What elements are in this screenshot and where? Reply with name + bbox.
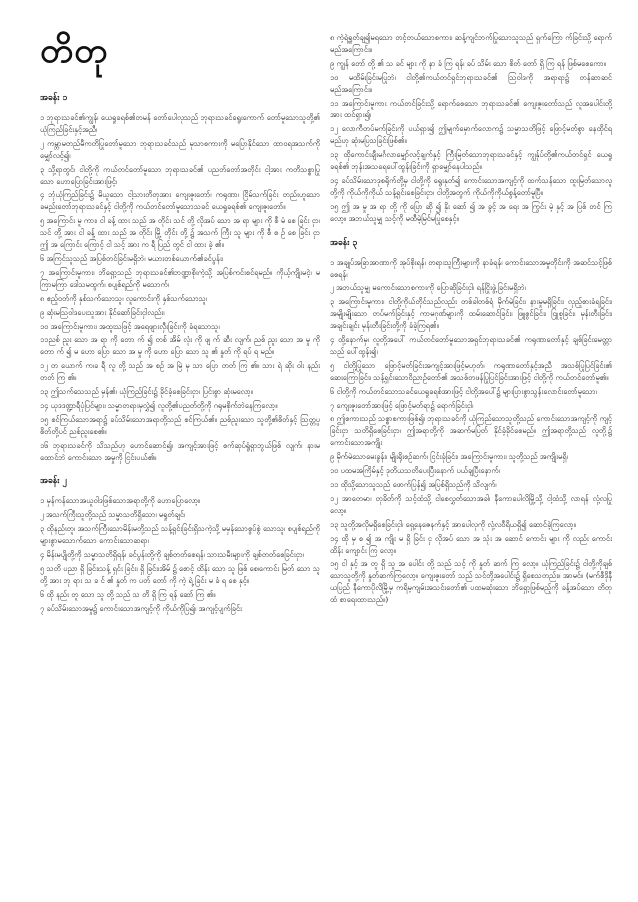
chapter-2-verses-left	[40, 495, 320, 614]
verse: ၁ မှန်ကန်သောအယူဝါဒဖြစ်သောအရာတို့ကို ဟောပြောလော့။	[40, 496, 201, 506]
verse: ၆ အကြင်သူသည် အပြစ်တင်ခြင်းမရှိဘဲ၊ မယားတစ်ယောက်၏ခင်ပွန်း၊	[40, 253, 223, 263]
verse: ၁၆ ဘုရားသခင်ကို သိသည်ဟု ဟောင်ဆောင်၍၊ အကျင့်အားဖြင့် စက်ဆုပ်ရွံရှာဘွယ်ဖြစ် လျက်၊ နားမထောင်ဘဲ ကောင်းသော အမှုကို ငြင်းပယ်၏။	[40, 440, 320, 462]
verse: ၂ အသက်ကြီးသူတို့သည် သမ္မာသတိရှိသော၊ မရှုတ်ချင်၊	[40, 510, 186, 520]
verse: ၁၁ အကြောင်းမူကား ကယ်တင်ခြင်းသို့ ရောက်စေသော ဘုရားသခင်၏ ကျေးဇူးတော်သည် လူအပေါင်းတို့အား ထင်ရှား၍၊	[330, 98, 612, 120]
verse: ၂ ကမ္ဘာမတည်မီကတိပြုတော်မူသော ဘုရားသခင်သည် မုသာစကားကို မပြောနိုင်သော ထာဝရအသက်ကို မျှော်လင့်၍၊	[40, 138, 320, 160]
verse: ၃ ထိုနည်းတူ၊ အသက်ကြီးသောမိန်းမတို့သည် သန့်ရှင်းခြင်းရှိသကဲ့သို့ မမှန်သောစွပ်စွဲ သောသူ၊ စပျစ်ရည်ကို များစွာမသောက်သော ကောင်းသောဆရာ၊	[40, 524, 320, 546]
verse: ၁၂ တ ယောက် က၊ခ ရီ လူ တို့ သည် အ စဉ် အ မြဲ မု သာ ပြော တတ် ကြ ၏။ သား ရဲ ဆိုး ဝါး နည်း တတ် ကြ ၏။	[40, 361, 320, 383]
verse: ၁၄ ထို မှ စ ၍ အ ကျိုး မ ရှိ ခြင်း ငှ လိုအပ် သော အ သုံး အ ဆောင် ကောင်း များ ကို လည်း ကောင်း ထိန်း ကျောင်း ကြ လော့။	[330, 533, 612, 555]
verse: ၁၄ ယုဒဒဏ္ဍာရီပုံပြင်များ၊ သမ္မာတရားမှလွှဲ၍ လူတို့၏ပညတ်တို့ကို ဂရုမစိုက်ဘဲနေကြလော့။	[40, 400, 278, 410]
verse: ၈ ကဲ့ရဲ့ရှုတ်ချ၍မရသော တင့်တယ်သောစကား၊ ဆန့်ကျင်ဘက်ပြုသောသူသည် ရှက်ကြော က်ခြင်းသို့ ရောက်မည်အကြောင်း။	[330, 33, 612, 54]
verse: ၆ ငါတို့ကို ကယ်တင်သောသခင်ယေရှုခရစ်အားဖြင့် ငါတို့အပေါ်၌ များပြားစွာသွန်းလောင်းတော်မူသော၊	[330, 386, 597, 396]
verse: ၁၅ စင်ကြယ်သောအရာ၌ ခပ်သိမ်းသောအရာတို့သည် စင်ကြယ်၏။ ညစ်ညူးသော သူတို့၏စိတ်နှင့် သြတ္တပ္ပစိတ်တို့ပင် ညစ်ညူးစေ၏။	[40, 414, 320, 436]
chapter-2-verses-right	[330, 32, 612, 225]
left-column	[40, 92, 320, 617]
verse: ၁၄ ခပ်သိမ်းသောဒုစရိုက်တို့မှ ငါတို့ကို ရွေးနုတ်၍ ကောင်းသောအကျင့်ကို ထက်သန်သော ထူးမြတ်သောလူတို့ကို ကိုယ်ကိုကိုယ် သန့်ရှင်းစေခြင်းငှာ၊ ငါတို့အတွက် ကိုယ်ကိုကိုယ်စွန့်တော်မူပြီ။	[330, 175, 612, 197]
verse: ၂ အဘယ်သူမျှ မကောင်းသောစကားကို ပြောဆိုခြင်းငှါ၊ ရန်ငြိုးဖွဲ့ခြင်းမရှိဘဲ၊	[330, 283, 526, 293]
verse: ၇ ခပ်သိမ်းသောအမှု၌ ကောင်းသောအကျင့်ကို ကိုယ်ကိုပြ၍၊ အကျင့်ပျက်ခြင်း	[40, 603, 242, 613]
verse: ၃ အကြောင်းမူကား၊ ငါတို့ကိုယ်တိုင်သည်လည်း တစ်ခါတစ်ရံ မိုက်မဲခြင်း၊ နားမှုမရှိခြင်း၊ လှည့်စားခံရခြင်း၊ အမျိုးမျိုးသော တပ်မက်ခြင်းနှင့် ကာမဂုဏ်များကို ထမ်းဆောင်ခြင်း၊ ဖြူစွင်ခြင်း၊ ငြူစူခြင်း၊ မုန်းတီးခြင်း၊ အချင်းချင်း မုန်းတီးခြင်းတို့ကို ခံခဲ့ကြရ၏။	[330, 297, 612, 331]
verse: ၁၃ ထိုကောင်းချီးမင်္ဂလာမျှော်လင့်ချက်နှင့် ကြီးမြတ်သောဘုရားသခင်နှင့် ကျွန်ုပ်တို့၏ကယ်တင်ရှင် ယေရှုခရစ်၏ ဘုန်းအသရေပေါ်ထွန်းခြင်းကို ရှာမျှော်နေပါသည်။	[330, 150, 612, 172]
verse: ၆ ထို နည်း တူ သော သူ တို့ သည် သ တိ ရှိ ကြ ရန် ဆော် ကြ ၏။	[40, 589, 216, 599]
verse: ၁၀ ပထမအကြိမ်နှင့် ဒုတိယသတိပေးပြီးနောက် ပယ်ချပြီးနောက်၊	[330, 466, 500, 476]
verse: ၈ ဧည့်ဝတ်ကို နှစ်သက်သောသူ၊ လူကောင်းကို နှစ်သက်သောသူ၊	[40, 293, 208, 303]
chapter-3-verses	[330, 257, 612, 606]
verse: ၈ ဤစကားသည် သစ္စာစကားဖြစ်၍၊ ဘုရားသခင်ကို ယုံကြည်သောသူတို့သည် ကောင်းသောအကျင့်ကို ကျင့်ခြင်းငှာ သတိရှိစေခြင်းငှာ၊ ဤအရာတို့ကို အဆက်မပြတ် နိုင်ခံ့ခိုင်စေမည်။ ဤအရာတို့သည် လူတို့၌ ကောင်းသောအကျိုး	[330, 414, 612, 448]
verse: ၅ အကြောင်း မူ ကား၊ ငါ ခန့် ထား သည် အ တိုင်း သင် တို့ လိုအပ် သော အ ရာ များ ကို စီ မံ စေ ခြင်း ငှာ၊ သင် တို့ အား ငါ ခန့် ထား သည် အ တိုင်း မြို့ တိုင်း တို့ ၌ အသက် ကြီး သူ များ ကို စီ စ ဉ် စေ ခြင်း ငှာ ဤ အ ကြောင်း ကြောင့် ငါ သင့် အား က ရီ ပြည် တွင် ငါ ထား ခဲ့ ၏။	[40, 216, 320, 250]
verse: ၄ ထို့နောက်မှ၊ လူတို့အပေါ် ကယ်တင်တော်မူသောအရှင်ဘုရားသခင်၏ ကရုဏာတော်နှင့် ချစ်ခြင်းမေတ္တာသည် ပေါ်ထွန်း၍၊	[330, 335, 612, 356]
verse: ၁၀ အကြောင်းမူကား၊ အထူးသဖြင့် အရေဖျားလှီးခြင်းကို ခံရသောသူ၊	[40, 321, 220, 331]
chapter-3-heading: အခန်း ၃	[330, 237, 358, 248]
chapter-1-heading: အခန်း ၁	[40, 93, 68, 103]
verse: ၉ ဆုံးမသြဝါဒပေးသူအား နိုင်ဆော်ခြင်းငှါလည်း၊	[40, 307, 165, 317]
verse: ၁၀ မထိမ်းခြင်းမပြုဘဲ၊ ငါတို့၏ကယ်တင်ရှင်ဘုရားသခင်၏ သြဝါဒကို အရာရာ၌ တန်ဆာဆင်မည်အကြောင်း။	[330, 72, 612, 94]
verse: ၁၂ လောကီတပ်မက်ခြင်းကို ပယ်ရှား၍ ဤမျက်မှောက်လောက၌ သမ္မာသတိဖြင့် ဖြောင့်မတ်စွာ နေထိုင်ရမည်ဟု ဆုံးမပြသခြင်းဖြစ်၏။	[330, 124, 612, 146]
book-title: တိတု	[40, 31, 109, 71]
right-column	[330, 32, 612, 608]
verse: ၁၅ ဤ အ မှု အ ရာ တို့ ကို ပြော ဆို ၍ နိုး ဆော် ၍ အ ခွင့် အ ရေး အ ကြွင်း မဲ့ နှင့် အ ပြစ် တင် ကြ လော့။ အဘယ်သူမျှ သင့်ကို မထီမဲ့မြင်မပြုစေနှင့်။	[330, 201, 612, 223]
verse: ၁ အချုပ်အခြာအာဏာကို အုပ်စိုးရန်၊ တရားသူကြီးများကို နာခံရန်၊ ကောင်းသောအမှုတိုင်းကို အဆင်သင့်ဖြစ်စေရန်၊	[330, 257, 612, 279]
verse: ၃ သို့ရာတွင်၊ ငါတို့ကို ကယ်တင်တော်မူသော ဘုရားသခင်၏ ပညတ်တော်အတိုင်း ငါ့အား ကတိသစ္စာပြုသော ဟောပြောခြင်းအားဖြင့်၊	[40, 164, 320, 186]
verse: ၁ ဘုရားသခင်၏ကျွန်၊ ယေရှုခရစ်၏တမန် တော်ပေါလုသည် ဘုရားသခင်ရွေးကောက် တော်မူသောသူတို့၏ ယုံကြည်ခြင်းနှင့်အညီ၊	[40, 113, 320, 134]
verse: ၉ ကျွန် တော် တို့ ၏ သ ခင် များ ကို နာ ခံ ကြ ရန်၊ ခပ် သိမ်း သော စိတ် တော် ရှိ ကြ ရန် ဖြစ်မစေကော။	[330, 58, 606, 68]
verse: ၁၁ ထိုသို့သောသူသည် ဖောက်ပြန်၍ အပြစ်ရှိသည်ကို သိလျက်၊	[330, 480, 497, 489]
verse: ၁၅ ငါ နှင့် အ တူ ရှိ သူ အ ပေါင်း တို့ သည် သင့် ကို နှုတ် ဆက် ကြ လော့။ ယုံကြည်ခြင်း၌ ငါတို့ကိုချစ်သောသူတို့ကို နှုတ်ဆက်ကြလော့။ ကျေးဇူးတော် သည် သင်တို့အပေါင်း၌ ရှိစေသတည်း။ အာမင်။ (မက်စီဒိုနီယပြည် နီကောပိုလိမြို့မှ ကရိမ့ကျမ်းအသင်းတော်၏ ပထမဆုံးသော ဘိရှော့ဖြစ်မည့်ကို ခန့်အပ်သော တိတုထံ စာရေးထားသည်။)	[330, 559, 612, 605]
verse: ၁၃ သူတို့အလိုမရှိစေခြင်းငှါ၊ ရှေ့နေဇေနက်နှင့် အာပေါလုကို လုံ့လဝီရိယရှိ၍ ဆောင်ခဲ့ကြလော့။	[330, 519, 576, 529]
verse: ၄ ဘုံယုံကြည်ခြင်း၌ မိယူသော ငါ့သားတိတုအား ကျေးဇူးတော်၊ ကရုဏာ၊ ငြိမ်သက်ခြင်း တည်းဟူသော ခမည်းတော်ဘုရားသခင်နှင့် ငါတို့ကို ကယ်တင်တော်မူသောသခင် ယေရှုခရစ်၏ ကျေးဇူးတော်။	[40, 190, 320, 212]
verse: ၁၃ ဤသက်သေသည် မှန်၏၊ ယုံကြည်ခြင်း၌ ခိုင်ခံ့စေခြင်းငှာ၊ ပြင်းစွာ ဆုံးမလော့။	[40, 387, 253, 397]
chapter-2-heading: အခန်း ၂	[40, 476, 67, 487]
verse: ၅ သတိ ပညာ ရှိ ခြင်း၊သန့် ရှင်း ခြင်း၊ ရှိ ခြင်း၊အိမ် ၌ စောင့် ထိန်း သော သူ ဖြစ် စေ၊ကောင်း မြတ် သော သူ တို့ အား ဘု ရား သ ခ င် ၏ နှုတ် က ပတ် တော် ကို ကဲ့ ရဲ့ ခြင်း မ ခံ ရ စေ နှင့်။	[40, 564, 320, 585]
chapter-1-verses	[40, 112, 320, 463]
verse: ၉ မိုက်မဲသောမေးခွန်း၊ မျိုးရိုးစဉ်ဆက်၊ ငြင်းခုံခြင်း၊ အကြောင်းမူကား၊ သူတို့သည် အကျိုးမရှိ၊	[330, 452, 568, 462]
verse: ၇ ကျေးဇူးတော်အားဖြင့် ဖြောင့်မတ်ရာ၌ ရောက်ခြင်းငှါ၊	[330, 400, 474, 410]
verse: ၅ ငါတို့ပြုသော ဖြောင့်မတ်ခြင်းအကျင့်အားဖြင့်မဟုတ်၊ ကရုဏာတော်နှင့်အညီ အသစ်ပြုပြင်ခြင်း၏ ဆေးကြောခြင်း၊ သန့်ရှင်းသောဝိညာဉ်တော်၏ အသစ်တဖန်ပြုပြင်ခြင်းအားဖြင့် ငါတို့ကို ကယ်တင်တော်မူ၏။	[330, 360, 612, 382]
verse: ၁၁ညစ် ညူး သော အ ရာ ကို တော က် ၍ တစ် အိမ် လုံး ကို ဖျ က် ဆီး လျက်၊ ညစ် ညူး သော အ မှု ကို တော က် ၍ မ ဟော ပြော သော အ မှု ကို ဟော ပြော သော သူ ၏ နှုတ် ကို ရပ် ရ မည်။	[40, 335, 320, 357]
verse: ၄ မိန်းမပျိုတို့ကို သမ္မာသတိရှိရန်၊ ခင်ပွန်းတို့ကို ချစ်တတ်စေရန်၊ သားသမီးများကို ချစ်တတ်စေခြင်းငှာ၊	[40, 550, 304, 560]
verse: ၇ အကြောင်းမူကား၊ ဘိရှော့သည် ဘုရားသခင်၏ဘဏ္ဍာစိုးကဲ့သို့ အပြစ်ကင်းစင်ရမည်။ ကိုယ့်ကျိုးမငဲ့၊ မကြာမကြာ ဒေါသမထွက်၊ စပျစ်ရည်ကို မသောက်၊	[40, 267, 320, 289]
verse: ၁၂ အာတေမာ၊ တုခိတ်ကို သင့်ထံသို့ ငါစေလွှတ်သောအခါ၊ နီကောပေါလိမြို့သို့ ငါ့ထံသို့ လာရန် လုံ့လပြုလော့။	[330, 493, 612, 515]
